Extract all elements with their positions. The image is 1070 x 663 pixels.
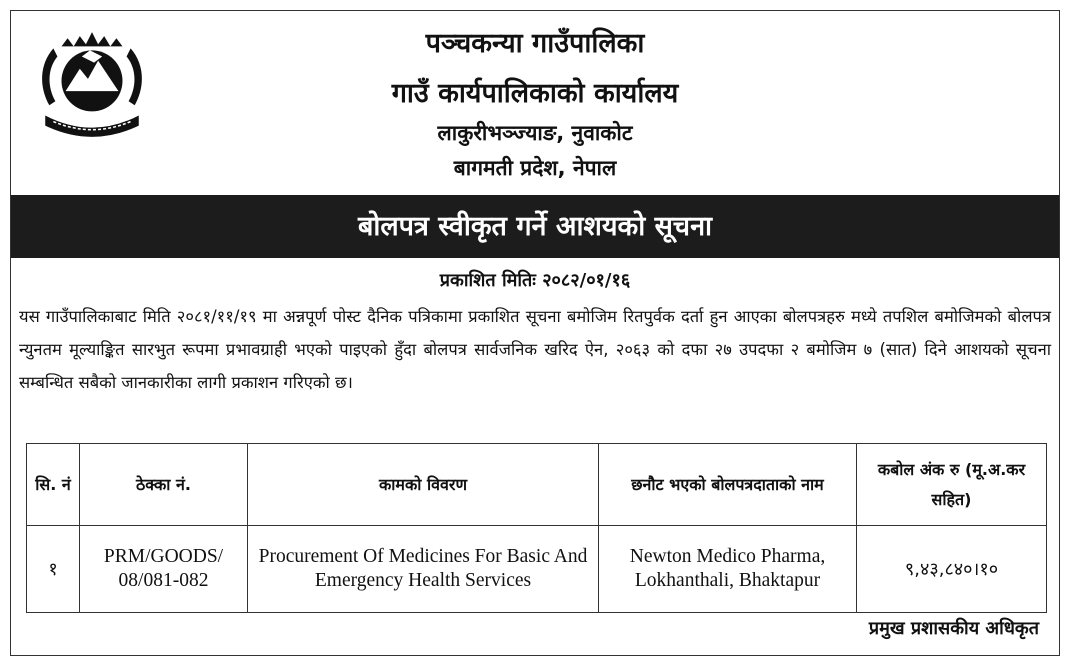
header-sn: सि. नं xyxy=(27,444,80,526)
signatory: प्रमुख प्रशासकीय अधिकृत xyxy=(868,618,1039,639)
header-contract-no: ठेक्का नं. xyxy=(80,444,248,526)
municipality-name: पञ्चकन्या गाउँपालिका xyxy=(425,28,645,59)
header-amount: कबोल अंक रु (मू.अ.कर सहित) xyxy=(857,444,1047,526)
table-header-row xyxy=(27,444,1047,526)
office-title: गाउँ कार्यपालिकाको कार्यालय xyxy=(391,78,679,109)
address-line-1: लाकुरीभञ्ज्याङ, नुवाकोट xyxy=(437,121,633,145)
cell-bidder: Newton Medico Pharma, Lokhanthali, Bhaktapur xyxy=(599,526,857,613)
notice-frame xyxy=(10,10,1060,656)
header-description: कामको विवरण xyxy=(248,444,599,526)
cell-sn: १ xyxy=(27,526,80,613)
cell-contract-no: PRM/GOODS/ 08/081-082 xyxy=(80,526,248,613)
header-bidder: छनौट भएको बोलपत्रदाताको नाम xyxy=(599,444,857,526)
published-date: प्रकाशित मितिः २०८२/०१/१६ xyxy=(439,270,631,291)
table-row xyxy=(27,526,1047,613)
address-line-2: बागमती प्रदेश, नेपाल xyxy=(453,156,617,180)
bid-table xyxy=(26,443,1047,613)
cell-amount: ९,४३,८४०।१० xyxy=(857,526,1047,613)
cell-description: Procurement Of Medicines For Basic And Emergency Health Services xyxy=(248,526,599,613)
notice-title-banner: बोलपत्र स्वीकृत गर्ने आशयको सूचना xyxy=(11,195,1059,258)
notice-body: यस गाउँपालिकाबाट मिति २०८१/११/१९ मा अन्नपूर्ण पोस्ट दैनिक पत्रिकामा प्रकाशित सूचना बमोजिम रितपुर्वक दर्ता हुन आएका बोलपत्रहरु मध्ये तपशिल बमोजिमको बोलपत्र न्युनतम मूल्याङ्कित सारभुत रूपमा प्रभावग्राही भएको पाइएको हुँदा बोलपत्र सार्वजनिक खरिद ऐन, २०६३ को दफा २७ उपदफा २ बमोजिम ७ (सात) दिने आशयको सूचना सम्बन्धित सबैको जानकारीका लागी प्रकाशन गरिएको छ। xyxy=(19,307,1051,392)
